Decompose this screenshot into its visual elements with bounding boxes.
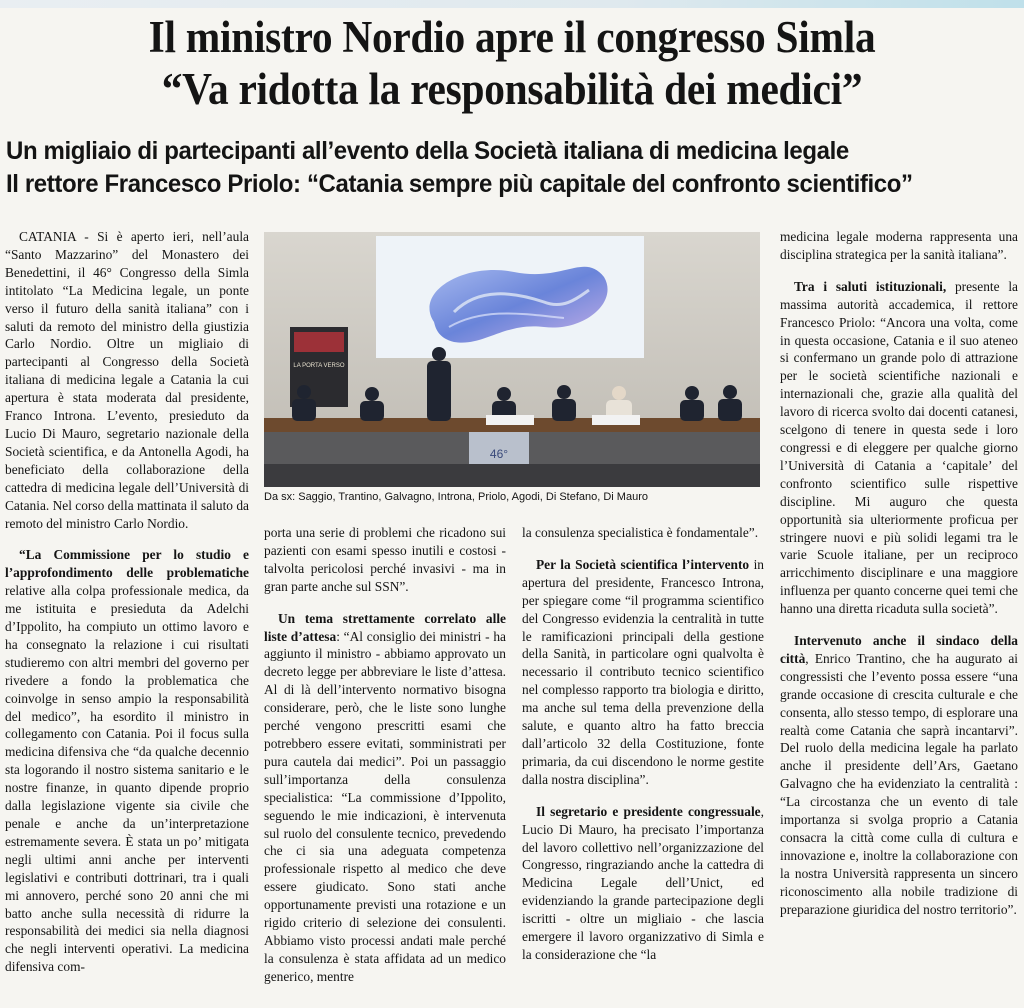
paragraph-body: : “Al consiglio dei ministri - ha aggiunto il ministro - abbiamo approvato un decreto legge per abbreviare le liste d’attesa. Al di là dell’intervento normativo bisogna considerare, però, che le liste sono lunghe perché vengono prescritti esami che potrebbero essere evitati, somministrati per pura cautela dai medici”. Poi un passaggio sull’importanza della consulenza specialistica: “La commissione d’Ippolito, seguendo le mie indicazioni, è intervenuta sul ruolo del consulente tecnico, prevedendo che ci sia una adeguata competenza professionale rispetto al medico che deve essere giudicato. Sono stati anche opportunamente previsti una rotazione e un rigido criterio di selezione dei consulenti. Abbiamo visto processi andati male perché la consulenza è stata affidata ad un medico generico, mentre	[264, 628, 506, 984]
paragraph: medicina legale moderna rappresenta una disciplina strategica per la sanità italiana”.	[780, 229, 1018, 262]
paragraph-body: , Enrico Trantino, che ha augurato ai congressisti che l’evento possa essere “una grande occasione di crescita culturale e che consenta, allo stesso tempo, di esplorare una realtà come Catania che saprà incantarvi”. Del ruolo della medicina legale ha parlato anche il presidente dell’Ars, Gaetano Galvagno che ha evidenziato la centralità : “La circostanza che un evento di tale importanza si svolga proprio a Catania consacra la città come culla di cultura e innovazione e, inoltre la collaborazione con la nostra Università rappresenta un sincero riconoscimento alla nobile tradizione di preparazione giuridica del nostro territorio”.	[780, 650, 1018, 917]
paragraph	[5, 546, 249, 976]
paragraph	[780, 632, 1018, 919]
paragraph	[780, 278, 1018, 618]
subheadline-line-2: Il rettore Francesco Priolo: “Catania sempre più capitale del confronto scientifico”	[6, 170, 913, 198]
paragraph-lead: Un tema strettamente correlato alle liste d’attesa	[264, 610, 506, 644]
paragraph-lead: Il segretario e presidente congressuale	[536, 803, 761, 819]
headline-line-2: “Va ridotta la responsabilità dei medici”	[161, 64, 863, 114]
conference-photo	[264, 232, 760, 487]
paragraph-lead: Per la Società scientifica l’intervento	[536, 556, 750, 572]
paragraph-body: presente la massima autorità accademica, il rettore Francesco Priolo: “Ancora una volta, come in questa occasione, Catania e il suo ateneo si confermano un grande polo di attrazione per le società scientifiche nazionali e internazionali che, grazie alla qualità del lavoro di ricerca svolto dai docenti catanesi, scelgono di tenere in questa sede i loro congressi e di eleggere per qualche giorno l’Università di Catania a ‘capitale’ del confronto scientifico sulle rispettive discipline. Mi auguro che questa opportunità sia ulteriormente proficua per stringere nuovi e più solidi legami tra le varie Scuole italiane, per un reciproco arricchimento disciplinare e una maggiore influenza per quanto concerne quei temi che hanno una diretta ricaduta sulla società”.	[780, 278, 1018, 617]
paragraph-body: relative alla colpa professionale medica, da me istituita e presieduta da Adelchi d’Ippolito, ha compiuto un ottimo lavoro e ha consegnato la relazione i cui risultati studieremo con altri membri del governo per rivedere a fondo la problematica che coinvolge in senso ampio la responsabilità del medico”, ha esordito il ministro in collegamento con Catania. Poi il focus sulla medicina difensiva che “da qualche decennio sta logorando il nostro sistema sanitario e le nostre finanze, in quanto dipende proprio dalla legislazione vigente sia civile che penale e anche da un’interpretazione estremamente severa. È stata un po’ mitigata negli ultimi anni anche per interventi legislativi e contributi dottrinari, tra i quali mi annovero, perché sono 20 anni che mi batto anche sulla necessità di ridurre la responsabilità dei medici sia nella diagnosi che negli interventi operativi. La medicina difensiva com-	[5, 583, 249, 975]
paragraph	[522, 556, 764, 789]
paragraph: la consulenza specialistica è fondamentale”.	[522, 525, 759, 540]
page-top-strip	[0, 0, 1024, 8]
paragraph-body: , Lucio Di Mauro, ha precisato l’importanza del lavoro collettivo nell’organizzazione del Congresso, ringraziando anche la cattedra di Medicina Legale dell’Unict, ed evidenziando la grande partecipazione degli iscritti - oltre un migliaio - che lascia emergere il lavoro organizzativo di Simla e la considerazione che “la	[522, 803, 764, 962]
paragraph-body: in apertura del presidente, Francesco Introna, per spiegare come “il programma scientifico del Congresso evidenzia la centralità in tutte le ramificazioni principali della gestione della Sanità, in particolare ogni qualvolta è necessario il contributo tecnico scientifico nel complesso rapporto tra biologia e diritto, ma anche sul tema della prevenzione della salute, e quanto altro ha fatto breccia dall’articolo 32 della Costituzione, fonte primaria, da cui discendono le norme gestite dalla nostra disciplina”.	[522, 556, 765, 787]
article-column-1	[5, 228, 249, 976]
paragraph: CATANIA - Si è aperto ieri, nell’aula “Santo Mazzarino” del Monastero dei Benedettini, il 46° Congresso della Simla intitolato “La Medicina legale, un ponte verso il futuro della sanità italiana” con i saluti da remoto del ministro della giustizia Carlo Nordio. Oltre un migliaio di partecipanti al Congresso della Società italiana di medicina legale a Catania la cui apertura è stata moderata dal presidente, Franco Introna. L’evento, presieduto da Lucio Di Mauro, segretario nazionale della Società scientifica, e da Antonella Agodi, ha beneficiato della collaborazione della cattedra di medicina legale dell’Università di Catania. Nel corso della mattinata il saluto da remoto del ministro Carlo Nordio.	[5, 229, 249, 531]
paragraph: porta una serie di problemi che ricadono sui pazienti con esami spesso inutili e costosi - talvolta pericolosi perché invasivi - ma in gran parte anche sul SSN”.	[264, 525, 506, 594]
article-column-2	[264, 524, 506, 986]
paragraph-lead: Intervenuto anche il sindaco della città	[780, 633, 1018, 666]
headline-line-1: Il ministro Nordio apre il congresso Simla	[148, 12, 876, 62]
article-column-4	[780, 228, 1018, 919]
subheadline-line-1: Un migliaio di partecipanti all’evento della Società italiana di medicina legale	[6, 137, 849, 165]
paragraph-lead: Tra i saluti istituzionali,	[794, 278, 947, 294]
conference-photo-illustration	[264, 232, 760, 487]
banner-text: LA PORTA VERSO	[293, 363, 345, 369]
photo-caption: Da sx: Saggio, Trantino, Galvagno, Introna, Priolo, Agodi, Di Stefano, Di Mauro	[264, 491, 648, 503]
paragraph	[264, 610, 506, 986]
paragraph-lead: “La Commissione per lo studio e l’approfondimento delle problematiche	[5, 547, 249, 581]
podium-label: 46°	[489, 447, 509, 461]
article-column-3	[522, 524, 764, 964]
paragraph	[522, 803, 764, 964]
